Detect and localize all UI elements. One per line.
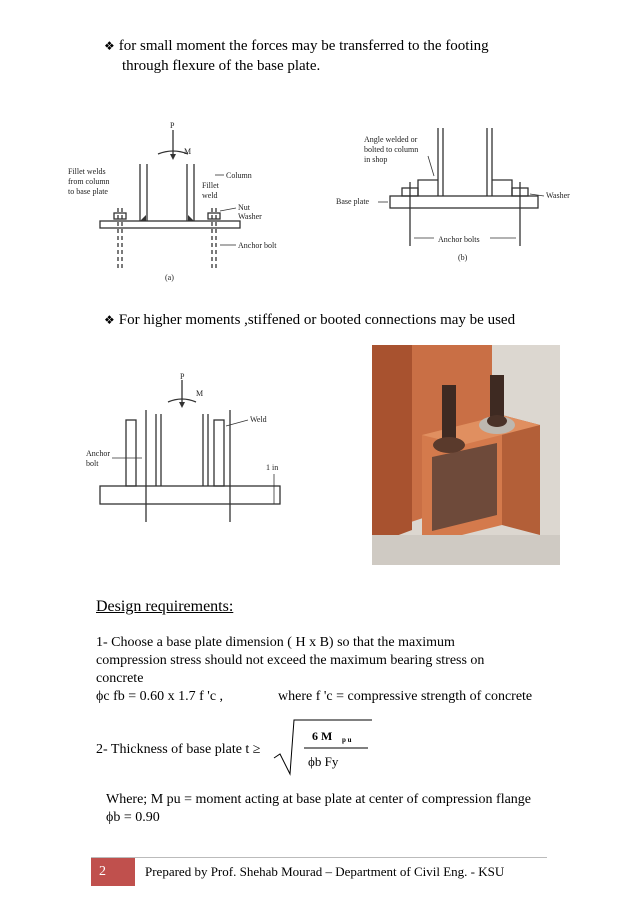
figure-c — [84, 370, 324, 530]
eq1-left: ϕc fb = 0.60 x 1.7 f 'c , — [96, 689, 224, 704]
fig-a-p-label: P — [170, 121, 175, 130]
item2: 2- Thickness of base plate t ≥ — [96, 742, 261, 757]
figure-b — [330, 118, 580, 278]
svg-text:weld: weld — [202, 191, 218, 200]
svg-text:1 in: 1 in — [266, 463, 279, 472]
phi-line: ϕb = 0.90 — [106, 810, 160, 825]
bullet-1-cont: through flexure of the base plate. — [122, 58, 321, 74]
fig-a-m-label: M — [184, 147, 192, 156]
svg-text:bolted to column: bolted to column — [364, 145, 419, 154]
svg-text:Washer: Washer — [238, 212, 262, 221]
item1-line2: compression stress should not exceed the maximum bearing stress on — [96, 653, 485, 668]
svg-text:(a): (a) — [165, 273, 174, 282]
svg-text:Weld: Weld — [250, 415, 267, 424]
design-heading: Design requirements: — [96, 598, 234, 615]
frac-numerator: 6 M — [312, 729, 333, 743]
bullet-2: ❖ For higher moments ,stiffened or booted connections may be used — [104, 312, 516, 328]
svg-text:Nut: Nut — [238, 203, 250, 212]
item1-line3: concrete — [96, 671, 144, 686]
svg-text:M: M — [196, 389, 204, 398]
footer-divider — [91, 857, 547, 858]
svg-text:(b): (b) — [458, 253, 468, 262]
stiffened-connection-photo — [372, 345, 560, 565]
svg-text:Washer: Washer — [546, 191, 570, 200]
svg-text:Base plate: Base plate — [336, 197, 370, 206]
svg-text:P: P — [180, 372, 185, 381]
svg-text:Anchor bolts: Anchor bolts — [438, 235, 480, 244]
svg-text:to base plate: to base plate — [68, 187, 108, 196]
svg-text:bolt: bolt — [86, 459, 99, 468]
frac-denominator: ϕb Fy — [308, 754, 339, 769]
svg-text:Fillet welds: Fillet welds — [68, 167, 106, 176]
svg-text:Fillet: Fillet — [202, 181, 219, 190]
svg-text:Column: Column — [226, 171, 252, 180]
figure-a — [60, 118, 310, 288]
svg-text:Angle welded or: Angle welded or — [364, 135, 418, 144]
svg-text:Anchor: Anchor — [86, 449, 110, 458]
sqrt-formula — [272, 718, 382, 776]
svg-text:Anchor bolt: Anchor bolt — [238, 241, 277, 250]
bullet-1: ❖ for small moment the forces may be transferred to the footing — [104, 38, 489, 54]
page-number: 2 — [91, 858, 135, 886]
diamond-bullet-icon: ❖ — [104, 39, 115, 53]
diamond-bullet-icon: ❖ — [104, 313, 115, 327]
item1-line1: 1- Choose a base plate dimension ( H x B) so that the maximum — [96, 635, 455, 650]
svg-text:from column: from column — [68, 177, 110, 186]
footer-text: Prepared by Prof. Shehab Mourad – Department of Civil Eng. - KSU — [145, 864, 505, 879]
frac-numerator-sub: p u — [342, 736, 352, 744]
eq1-right: where f 'c = compressive strength of concrete — [278, 689, 533, 704]
svg-text:in shop: in shop — [364, 155, 388, 164]
where-line: Where; M pu = moment acting at base plate at center of compression flange — [106, 792, 532, 807]
